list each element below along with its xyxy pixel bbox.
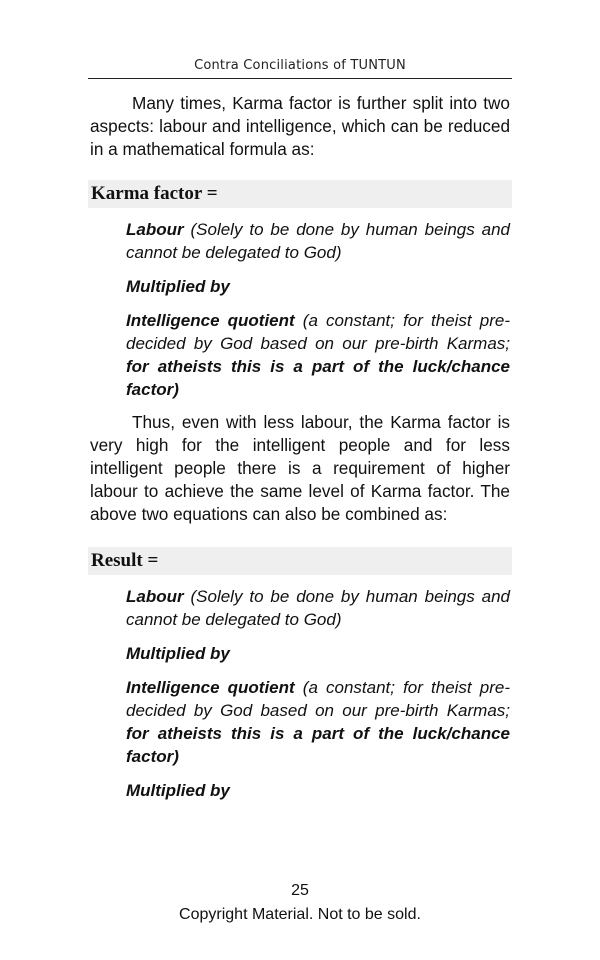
- copyright-notice: Copyright Material. Not to be sold.: [179, 906, 421, 923]
- result-labour-term-note: (Solely to be done by human beings and cannot be delegated to God): [126, 587, 510, 629]
- labour-term-label: Labour: [126, 220, 184, 239]
- header-rule: [88, 78, 512, 79]
- running-header: Contra Conciliations of TUNTUN: [194, 58, 406, 73]
- result-terms: [126, 585, 510, 802]
- result-iq-term-label: Intelligence quotient: [126, 678, 295, 697]
- iq-term-label: Intelligence quotient: [126, 311, 295, 330]
- iq-term-note-atheist: for atheists this is a part of the luck/chance factor): [126, 357, 510, 399]
- result-multiplied-by-label-1: Multiplied by: [126, 644, 230, 663]
- middle-paragraph-block: [90, 411, 510, 526]
- labour-term: [126, 218, 510, 264]
- result-iq-term: [126, 676, 510, 768]
- intro-paragraph: Many times, Karma factor is further split into two aspects: labour and intelligence, which can be reduced in a mathematical formula as:: [90, 93, 510, 159]
- iq-term-note: (a constant; for theist pre-decided by God based on our pre-birth Karmas;: [126, 311, 510, 353]
- middle-paragraph: Thus, even with less labour, the Karma factor is very high for the intelligent people and for less intelligent people there is a requirement of higher labour to achieve the same level of Karma factor. The above two equations can also be combined as:: [90, 412, 510, 524]
- labour-term-note: (Solely to be done by human beings and cannot be delegated to God): [126, 220, 510, 262]
- result-iq-term-note: (a constant; for theist pre-decided by God based on our pre-birth Karmas;: [126, 678, 510, 720]
- karma-factor-terms: [126, 218, 510, 401]
- karma-factor-heading: Karma factor =: [88, 180, 512, 208]
- result-heading: Result =: [88, 547, 512, 575]
- intro-paragraph-block: [90, 92, 510, 161]
- result-labour-term: [126, 585, 510, 631]
- result-labour-term-label: Labour: [126, 587, 184, 606]
- iq-term: [126, 309, 510, 401]
- result-multiplied-by-label-2: Multiplied by: [126, 781, 230, 800]
- multiplied-by-label: Multiplied by: [126, 277, 230, 296]
- page-number: 25: [291, 882, 309, 899]
- result-iq-term-note-atheist: for atheists this is a part of the luck/chance factor): [126, 724, 510, 766]
